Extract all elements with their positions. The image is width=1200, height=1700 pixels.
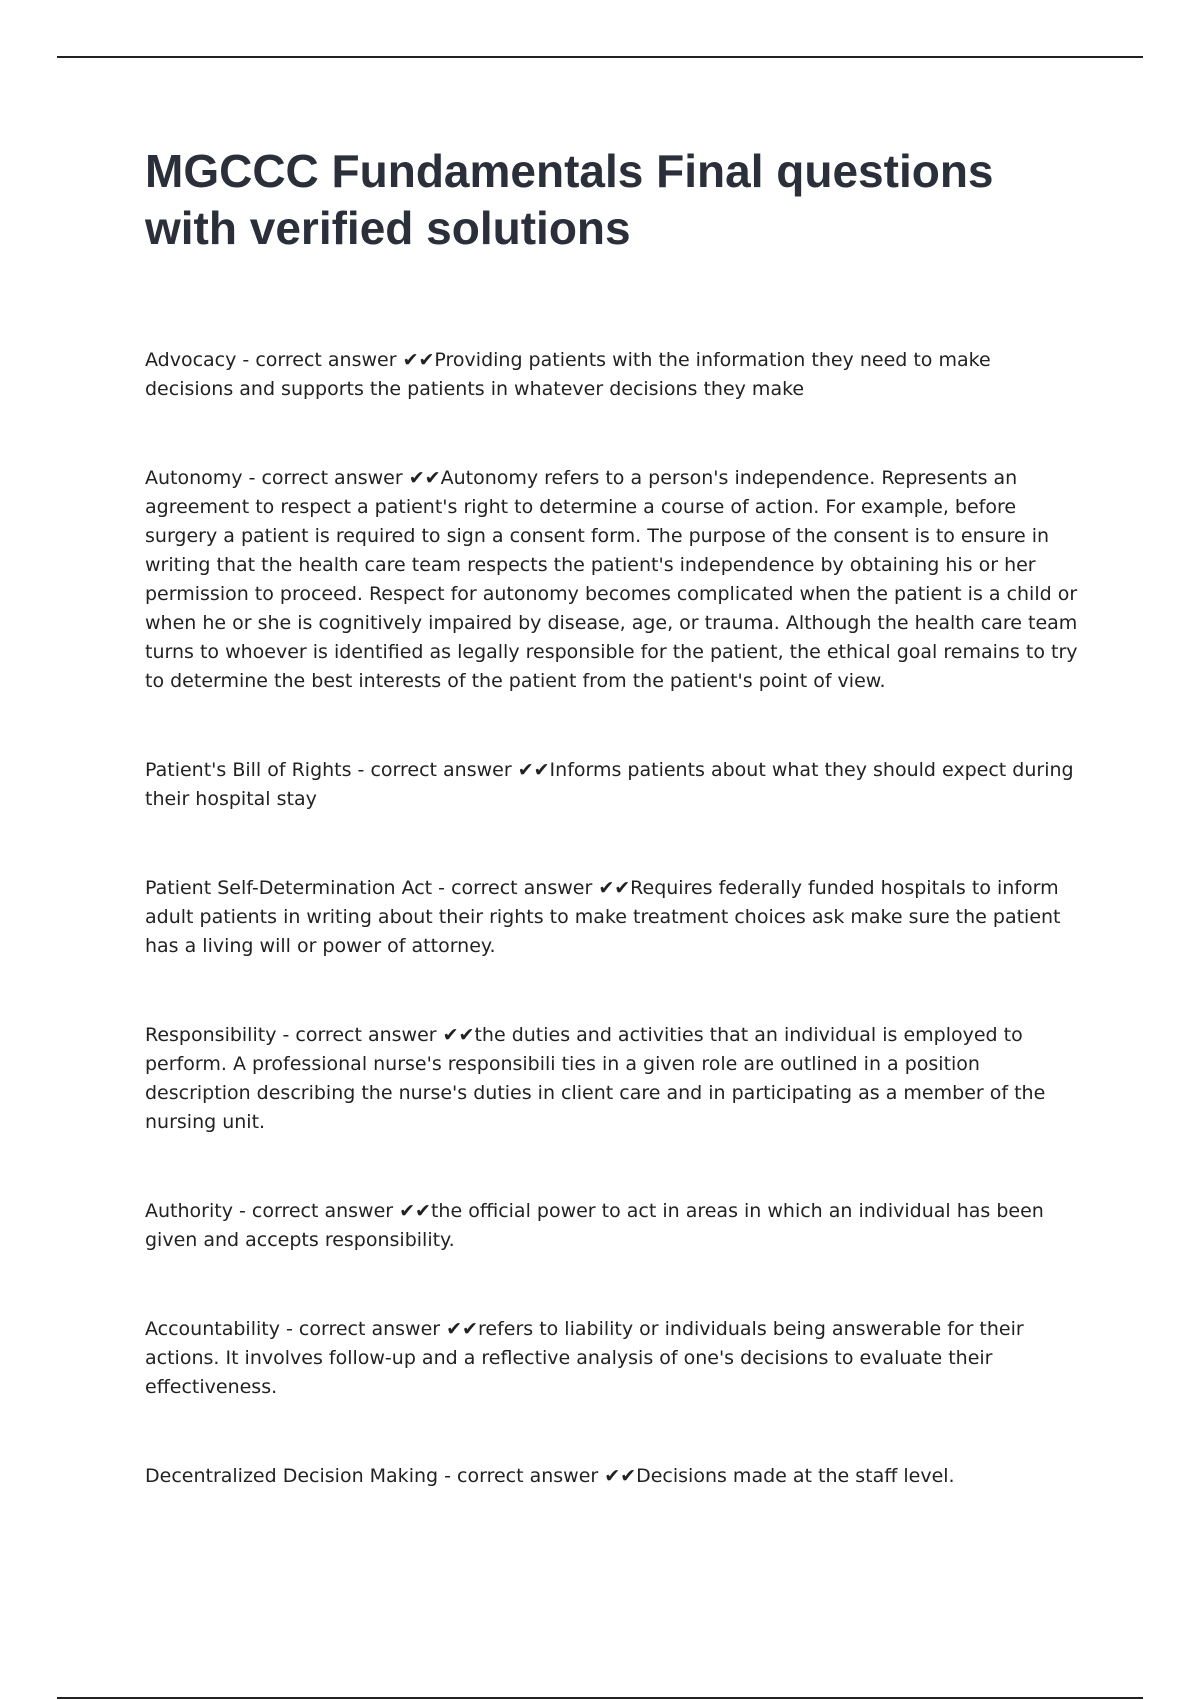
entry-term: Patient's Bill of Rights [145,759,352,781]
double-check-icon: ✔✔ [442,1024,475,1046]
double-check-icon: ✔✔ [517,759,550,781]
entry-label: correct answer [457,1465,599,1487]
entry-answer: Autonomy refers to a person's independence. Represents an agreement to respect a patient's right to determine a course of action. For example, before surgery a patient is required to sign a consent form. The purpose of the consent is to ensure in writing that the health care team respects the patient's independence by obtaining his or her permission to proceed. Respect for autonomy becomes complicated when the patient is a child or when he or she is cognitively impaired by disease, age, or trauma. Although the health care team turns to whoever is identified as legally responsible for the patient, the ethical goal remains to try to determine the best interests of the patient from the patient's point of view. [145,467,1078,692]
qa-entry: Responsibility - correct answer ✔✔the duties and activities that an individual is employed to perform. A professional nurse's responsibili ties in a given role are outlined in a position description describing the nurse's duties in client care and in participating as a member of the nursing unit. [145,1024,1046,1133]
entry-answer: refers to liability or individuals being answerable for their actions. It involves follow-up and a reflective analysis of one's decisions to evaluate their effectiveness. [145,1318,1024,1398]
entry-label: correct answer [370,759,512,781]
entry-term: Accountability [145,1318,280,1340]
entry-answer: the official power to act in areas in which an individual has been given and accepts responsibility. [145,1200,1044,1251]
bottom-divider [57,1697,1143,1699]
double-check-icon: ✔✔ [402,349,435,371]
entry-term: Autonomy [145,467,243,489]
entry-answer: Decisions made at the staff level. [636,1465,955,1487]
double-check-icon: ✔✔ [446,1318,478,1340]
entry-label: correct answer [451,877,593,899]
entry-label: correct answer [251,1200,394,1222]
document-title: MGCCC Fundamentals Final questions with verified solutions [145,145,994,254]
entry-label: correct answer [295,1024,437,1046]
double-check-icon: ✔✔ [408,467,441,489]
qa-entry: Patient's Bill of Rights - correct answer ✔✔Informs patients about what they should expect during their hospital stay [145,759,1074,810]
top-divider [57,56,1143,58]
entry-answer: the duties and activities that an individual is employed to perform. A professional nurse's responsibili ties in a given role are outlined in a position description describing the nurse's duties in client care and in participating as a member of the nursing unit. [145,1024,1046,1133]
double-check-icon: ✔✔ [399,1200,431,1222]
qa-entry: Autonomy - correct answer ✔✔Autonomy refers to a person's independence. Represents an agreement to respect a patient's right to determine a course of action. For example, before surgery a patient is required to sign a consent form. The purpose of the consent is to ensure in writing that the health care team respects the patient's independence by obtaining his or her permission to proceed. Respect for autonomy becomes complicated when the patient is a child or when he or she is cognitively impaired by disease, age, or trauma. Although the health care team turns to whoever is identified as legally responsible for the patient, the ethical goal remains to try to determine the best interests of the patient from the patient's point of view. [145,467,1078,692]
entry-term: Decentralized Decision Making [145,1465,439,1487]
double-check-icon: ✔✔ [604,1465,637,1487]
entry-term: Advocacy [145,349,237,371]
qa-entry: Decentralized Decision Making - correct answer ✔✔Decisions made at the staff level. [145,1465,955,1487]
entry-answer: Providing patients with the information they need to make decisions and supports the patients in whatever decisions they make [145,349,991,400]
entry-term: Authority [145,1200,233,1222]
entry-term: Patient Self-Determination Act [145,877,433,899]
entry-answer: Requires federally funded hospitals to inform adult patients in writing about their rights to make treatment choices ask make sure the patient has a living will or power of attorney. [145,877,1061,957]
entry-answer: Informs patients about what they should expect during their hospital stay [145,759,1074,810]
qa-entry: Accountability - correct answer ✔✔refers to liability or individuals being answerable for their actions. It involves follow-up and a reflective analysis of one's decisions to evaluate their effectiveness. [145,1318,1024,1398]
entry-term: Responsibility [145,1024,277,1046]
qa-list [145,346,1080,1551]
qa-entry: Advocacy - correct answer ✔✔Providing patients with the information they need to make decisions and supports the patients in whatever decisions they make [145,349,991,400]
double-check-icon: ✔✔ [598,877,631,899]
qa-entry: Authority - correct answer ✔✔the official power to act in areas in which an individual has been given and accepts responsibility. [145,1200,1044,1251]
entry-label: correct answer [298,1318,441,1340]
entry-label: correct answer [255,349,397,371]
qa-entry: Patient Self-Determination Act - correct answer ✔✔Requires federally funded hospitals to inform adult patients in writing about their rights to make treatment choices ask make sure the patient has a living will or power of attorney. [145,877,1061,957]
entry-label: correct answer [261,467,403,489]
